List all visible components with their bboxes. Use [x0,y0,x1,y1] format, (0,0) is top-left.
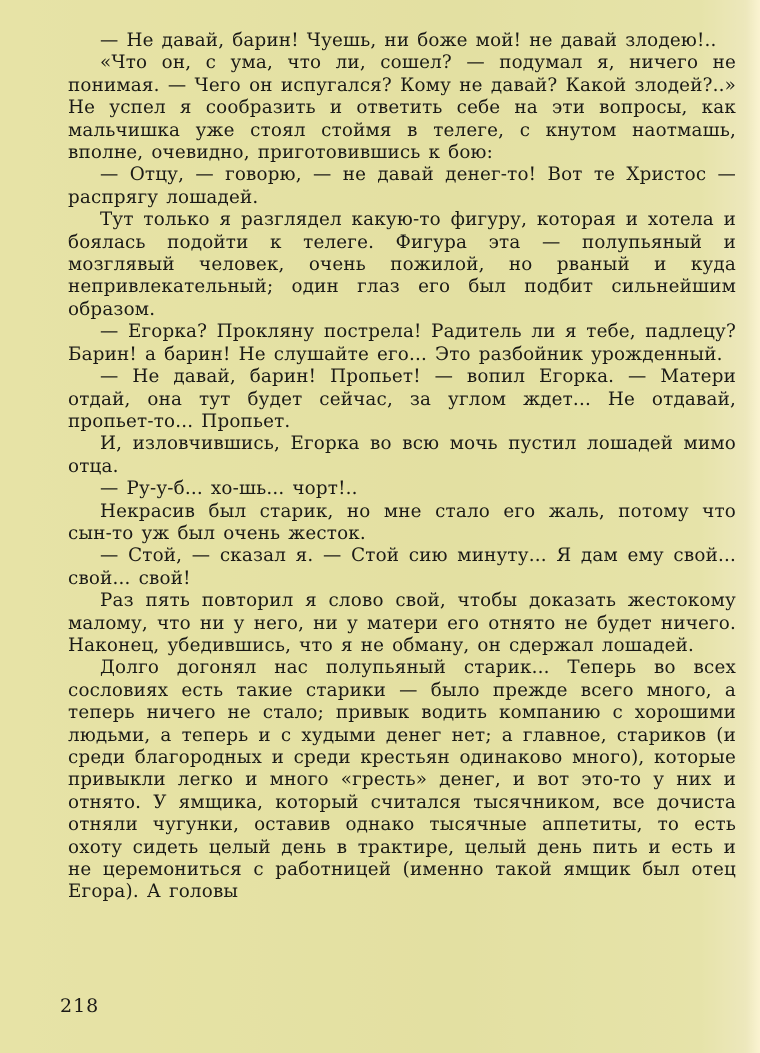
paragraph-1: — Не давай, барин! Чуешь, ни боже мой! не давай злодею!.. [100,30,717,51]
paragraph-5: — Егорка? Прокляну пострела! Радитель ли я тебе, падлецу? Барин! а барин! Не слушайте его... Это разбойник урожденный. [68,321,736,365]
page-number: 218 [60,995,100,1017]
paragraph-9: Некрасив был старик, но мне стало его жаль, потому что сын-то уж был очень жесток. [68,500,736,544]
paragraph-7: И, изловчившись, Егорка во всю мочь пустил лошадей мимо отца. [68,433,736,477]
paragraph-8: — Ру-у-б... хо-шь... чорт!.. [100,478,358,500]
book-page [68,30,736,904]
paragraph-4: Тут только я разглядел какую-то фигуру, которая и хотела и боялась подойти к телеге. Фигура эта — полупьяный и мозглявый человек, очень пожилой, но рваный и куда непривлекательный; один глаз его был подбит сильнейшим образом. [68,209,736,320]
paragraph-6: — Не давай, барин! Пропьет! — вопил Егорка. — Матери отдай, она тут будет сейчас, за углом ждет... Не отдавай, пропьет-то... Пропьет. [68,366,736,432]
page-edge [746,0,760,1053]
paragraph-11: Раз пять повторил я слово свой, чтобы доказать жестокому малому, что ни у него, ни у матери его отнято не будет ничего. Наконец, убедившись, что я не обману, он сдержал лошадей. [68,590,736,656]
paragraph-10: — Стой, — сказал я. — Стой сию минуту... Я дам ему свой... свой... свой! [68,545,736,589]
paragraph-12: Долго догонял нас полупьяный старик... Теперь во всех сословиях есть такие старики — было прежде всего много, а теперь ничего не стало; привык водить компанию с хорошими людьми, а теперь и с худыми денег нет; а главное, стариков (и среди благородных и среди крестьян одинаково много), которые привыкли легко и много «гресть» денег, и вот это-то у них и отнято. У ямщика, который считался тысячником, все дочиста отняли чугунки, оставив однако тысячные аппетиты, то есть охоту сидеть целый день в трактире, целый день пить и есть и не церемониться с работницей (именно такой ямщик был отец Егора). А головы [68,657,736,903]
paragraph-2: «Что он, с ума, что ли, сошел? — подумал я, ничего не понимая. — Чего он испугался? Кому не давай? Какой злодей?..» Не успел я сообразить и ответить себе на эти вопросы, как мальчишка уже стоял стоймя в телеге, с кнутом наотмашь, вполне, очевидно, приготовившись к бою: [68,52,736,164]
paragraph-3: — Отцу, — говорю, — не давай денег-то! Вот те Христос — распрягу лошадей. [68,164,736,208]
